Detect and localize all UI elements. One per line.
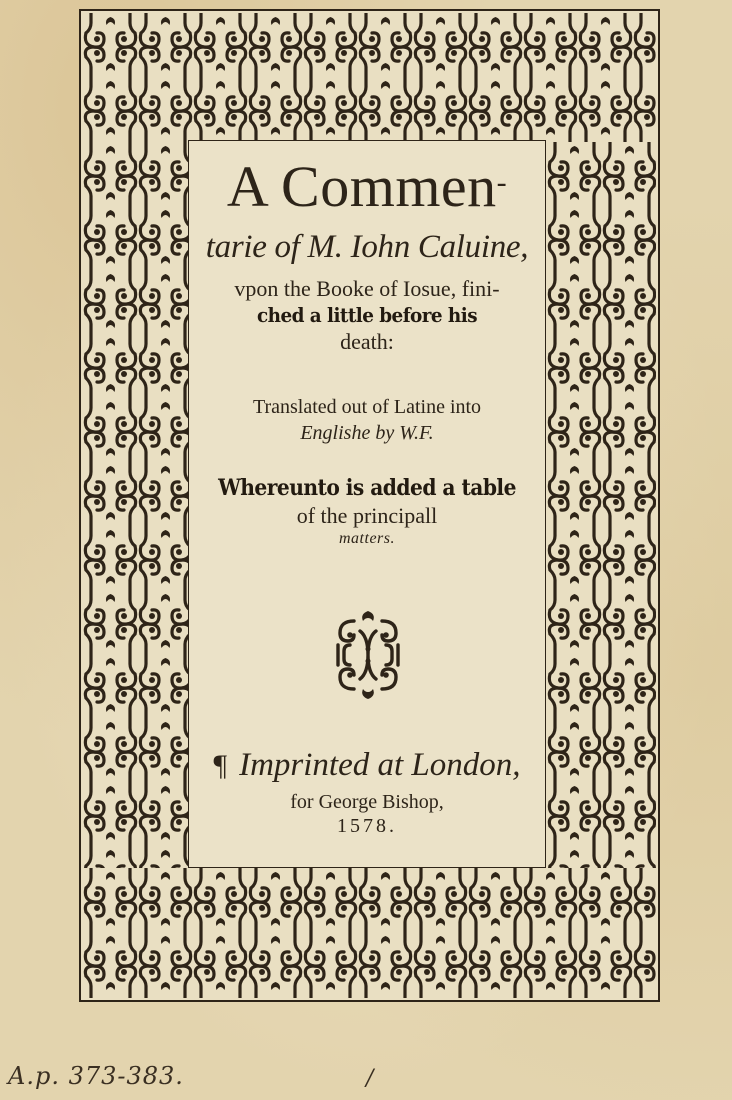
border-left-ornament (83, 142, 190, 868)
handwritten-shelfmark: A.p. 373-383. (8, 1062, 184, 1090)
fleuron-ornament-icon (328, 609, 408, 701)
imprint-text: Imprinted at London, (239, 747, 521, 783)
pilcrow-icon: ¶ (213, 749, 228, 782)
border-right-ornament (547, 142, 656, 868)
title-hyphen: - (496, 166, 508, 199)
border-top-ornament (83, 13, 656, 142)
title-text-panel (188, 140, 546, 868)
subject-blackletter-line: ched a little before his (256, 303, 478, 327)
addition-end-line: matters. (339, 530, 395, 547)
publisher-line: for George Bishop, (290, 791, 444, 813)
border-bottom-ornament (83, 868, 656, 998)
title-line-2: tarie of M. Iohn Caluine, (205, 229, 529, 265)
translation-line: Translated out of Latine into (252, 396, 482, 418)
translator-line: Englishe by W.F. (300, 422, 434, 444)
subject-end-line: death: (340, 329, 394, 354)
title-line-1 (189, 153, 545, 220)
imprint-line (189, 747, 545, 784)
addition-blackletter-line: Whereunto is added a table (218, 475, 516, 501)
addition-line: of the principall (296, 503, 438, 528)
imprint-year: 1578. (337, 815, 397, 837)
title-text: A Commen (226, 154, 497, 219)
handwritten-check-mark: / (366, 1066, 374, 1091)
subject-line: vpon the Booke of Iosue, fini- (234, 276, 500, 301)
